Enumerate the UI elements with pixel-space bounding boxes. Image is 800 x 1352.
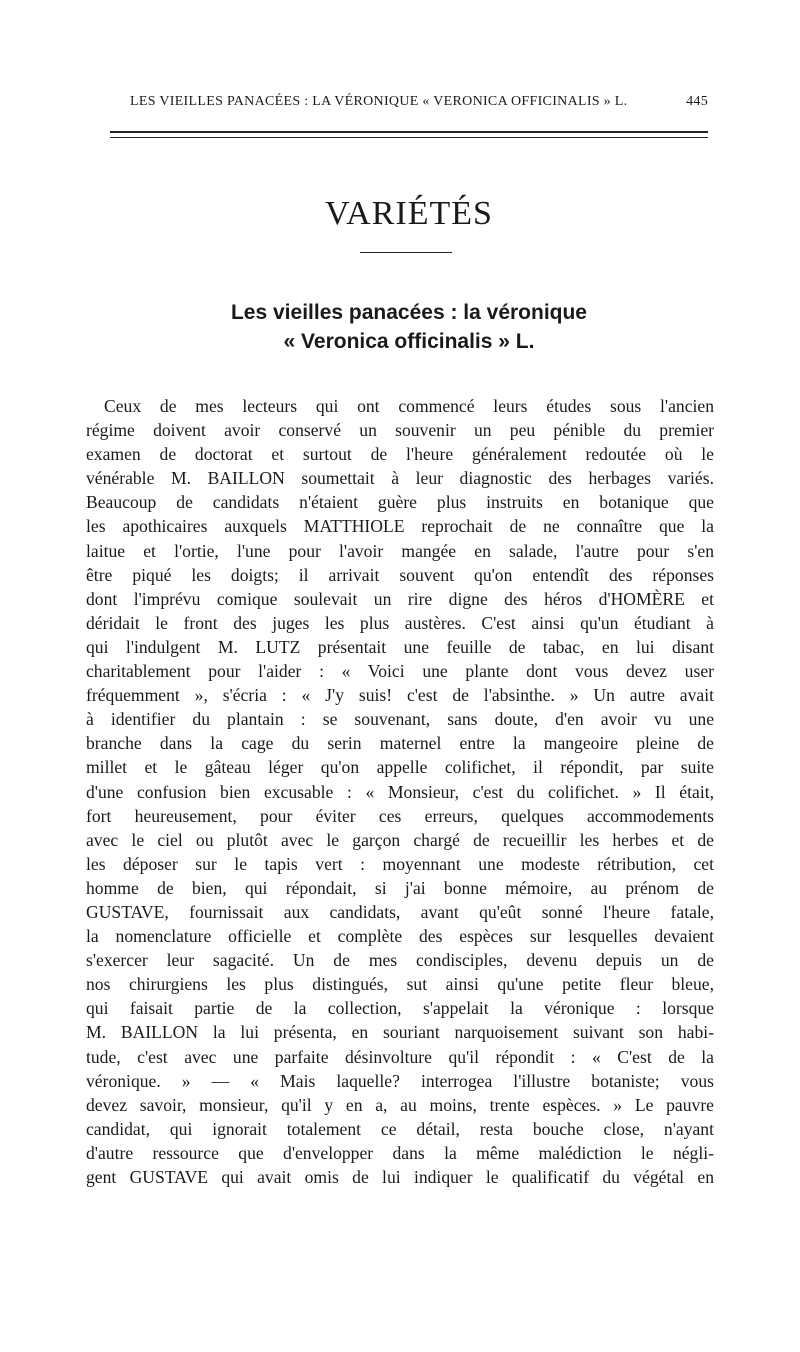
body-line: Beaucoup de candidats n'étaient guère plus instruits en botanique que (86, 492, 714, 513)
body-line: véronique. » — « Mais laquelle? interrogea l'illustre botaniste; vous (86, 1070, 714, 1091)
body-line: M. BAILLON la lui présenta, en souriant narquoisement suivant son habi- (86, 1022, 714, 1043)
running-head (110, 92, 708, 112)
body-line: vénérable M. BAILLON soumettait à leur diagnostic des herbages variés. (86, 468, 714, 489)
body-line: déridait le front des juges les plus austères. C'est ainsi qu'un étudiant à (86, 612, 714, 633)
body-line: avec le ciel ou plutôt avec le garçon chargé de recueillir les herbes et de (86, 829, 714, 850)
body-line: branche dans la cage du serin maternel entre la mangeoire pleine de (86, 733, 714, 754)
body-line: qui l'indulgent M. LUTZ présentait une feuille de tabac, en lui disant (86, 636, 714, 657)
body-line: fréquemment », s'écria : « J'y suis! c'est de l'absinthe. » Un autre avait (86, 685, 714, 706)
body-line: les apothicaires auxquels MATTHIOLE reprochait de ne connaître que la (86, 516, 714, 537)
body-line: s'exercer leur sagacité. Un de mes condisciples, devenu depuis un de (86, 950, 714, 971)
page-number: 445 (686, 94, 708, 109)
header-rule-thin (110, 137, 708, 138)
body-line: tude, c'est avec une parfaite désinvolture qu'il répondit : « C'est de la (86, 1046, 714, 1067)
article-title-line-2: « Veronica officinalis » L. (283, 330, 535, 353)
body-line: à identifier du plantain : se souvenant, sans doute, d'en avoir vu une (86, 709, 714, 730)
body-line: Ceux de mes lecteurs qui ont commencé leurs études sous l'ancien (104, 396, 714, 416)
header-rule-thick (110, 131, 708, 133)
running-title: LES VIEILLES PANACÉES : LA VÉRONIQUE « VERONICA OFFICINALIS » L. (130, 94, 628, 109)
section-title: VARIÉTÉS (325, 195, 493, 232)
body-line: les déposer sur le tapis vert : moyennant une modeste rétribution, cet (86, 853, 714, 874)
body-line: homme de bien, qui répondait, si j'ai bonne mémoire, au prénom de (86, 877, 714, 898)
article-title (110, 298, 708, 356)
body-line: d'une confusion bien excusable : « Monsieur, c'est du colifichet. » Il était, (86, 781, 714, 802)
body-line: dont l'imprévu comique soulevait un rire digne des héros d'HOMÈRE et (86, 588, 714, 609)
body-line: être piqué les doigts; il arrivait souvent qu'on entendît des réponses (86, 564, 714, 585)
body-line: nos chirurgiens les plus distingués, sut ainsi qu'une petite fleur bleue, (86, 974, 714, 995)
body-line: laitue et l'ortie, l'une pour l'avoir mangée en salade, l'autre pour s'en (86, 540, 714, 561)
body-line: GUSTAVE, fournissait aux candidats, avant qu'eût sonné l'heure fatale, (86, 901, 714, 922)
body-line: qui faisait partie de la collection, s'appelait la véronique : lorsque (86, 998, 714, 1019)
body-line: régime doivent avoir conservé un souvenir un peu pénible du premier (86, 420, 714, 441)
article-title-line-1: Les vieilles panacées : la véronique (230, 301, 587, 324)
body-line: millet et le gâteau léger qu'on appelle colifichet, il répondit, par suite (86, 757, 714, 778)
body-line: devez savoir, monsieur, qu'il y en a, au moins, trente espèces. » Le pauvre (86, 1094, 714, 1115)
body-line: la nomenclature officielle et complète des espèces sur lesquelles devaient (86, 926, 714, 947)
body-line: fort heureusement, pour éviter ces erreurs, quelques accommodements (86, 805, 714, 826)
body-line: charitablement pour l'aider : « Voici une plante dont vous devez user (86, 661, 714, 682)
body-line: candidat, qui ignorait totalement ce détail, resta bouche close, n'ayant (86, 1118, 714, 1139)
section-title-underline (360, 252, 452, 253)
article-body (86, 394, 714, 1189)
body-line: examen de doctorat et surtout de l'heure généralement redoutée où le (86, 444, 714, 465)
body-line: gent GUSTAVE qui avait omis de lui indiquer le qualificatif du végétal en (86, 1167, 714, 1187)
body-line: d'autre ressource que d'envelopper dans la même malédiction le négli- (86, 1142, 714, 1163)
